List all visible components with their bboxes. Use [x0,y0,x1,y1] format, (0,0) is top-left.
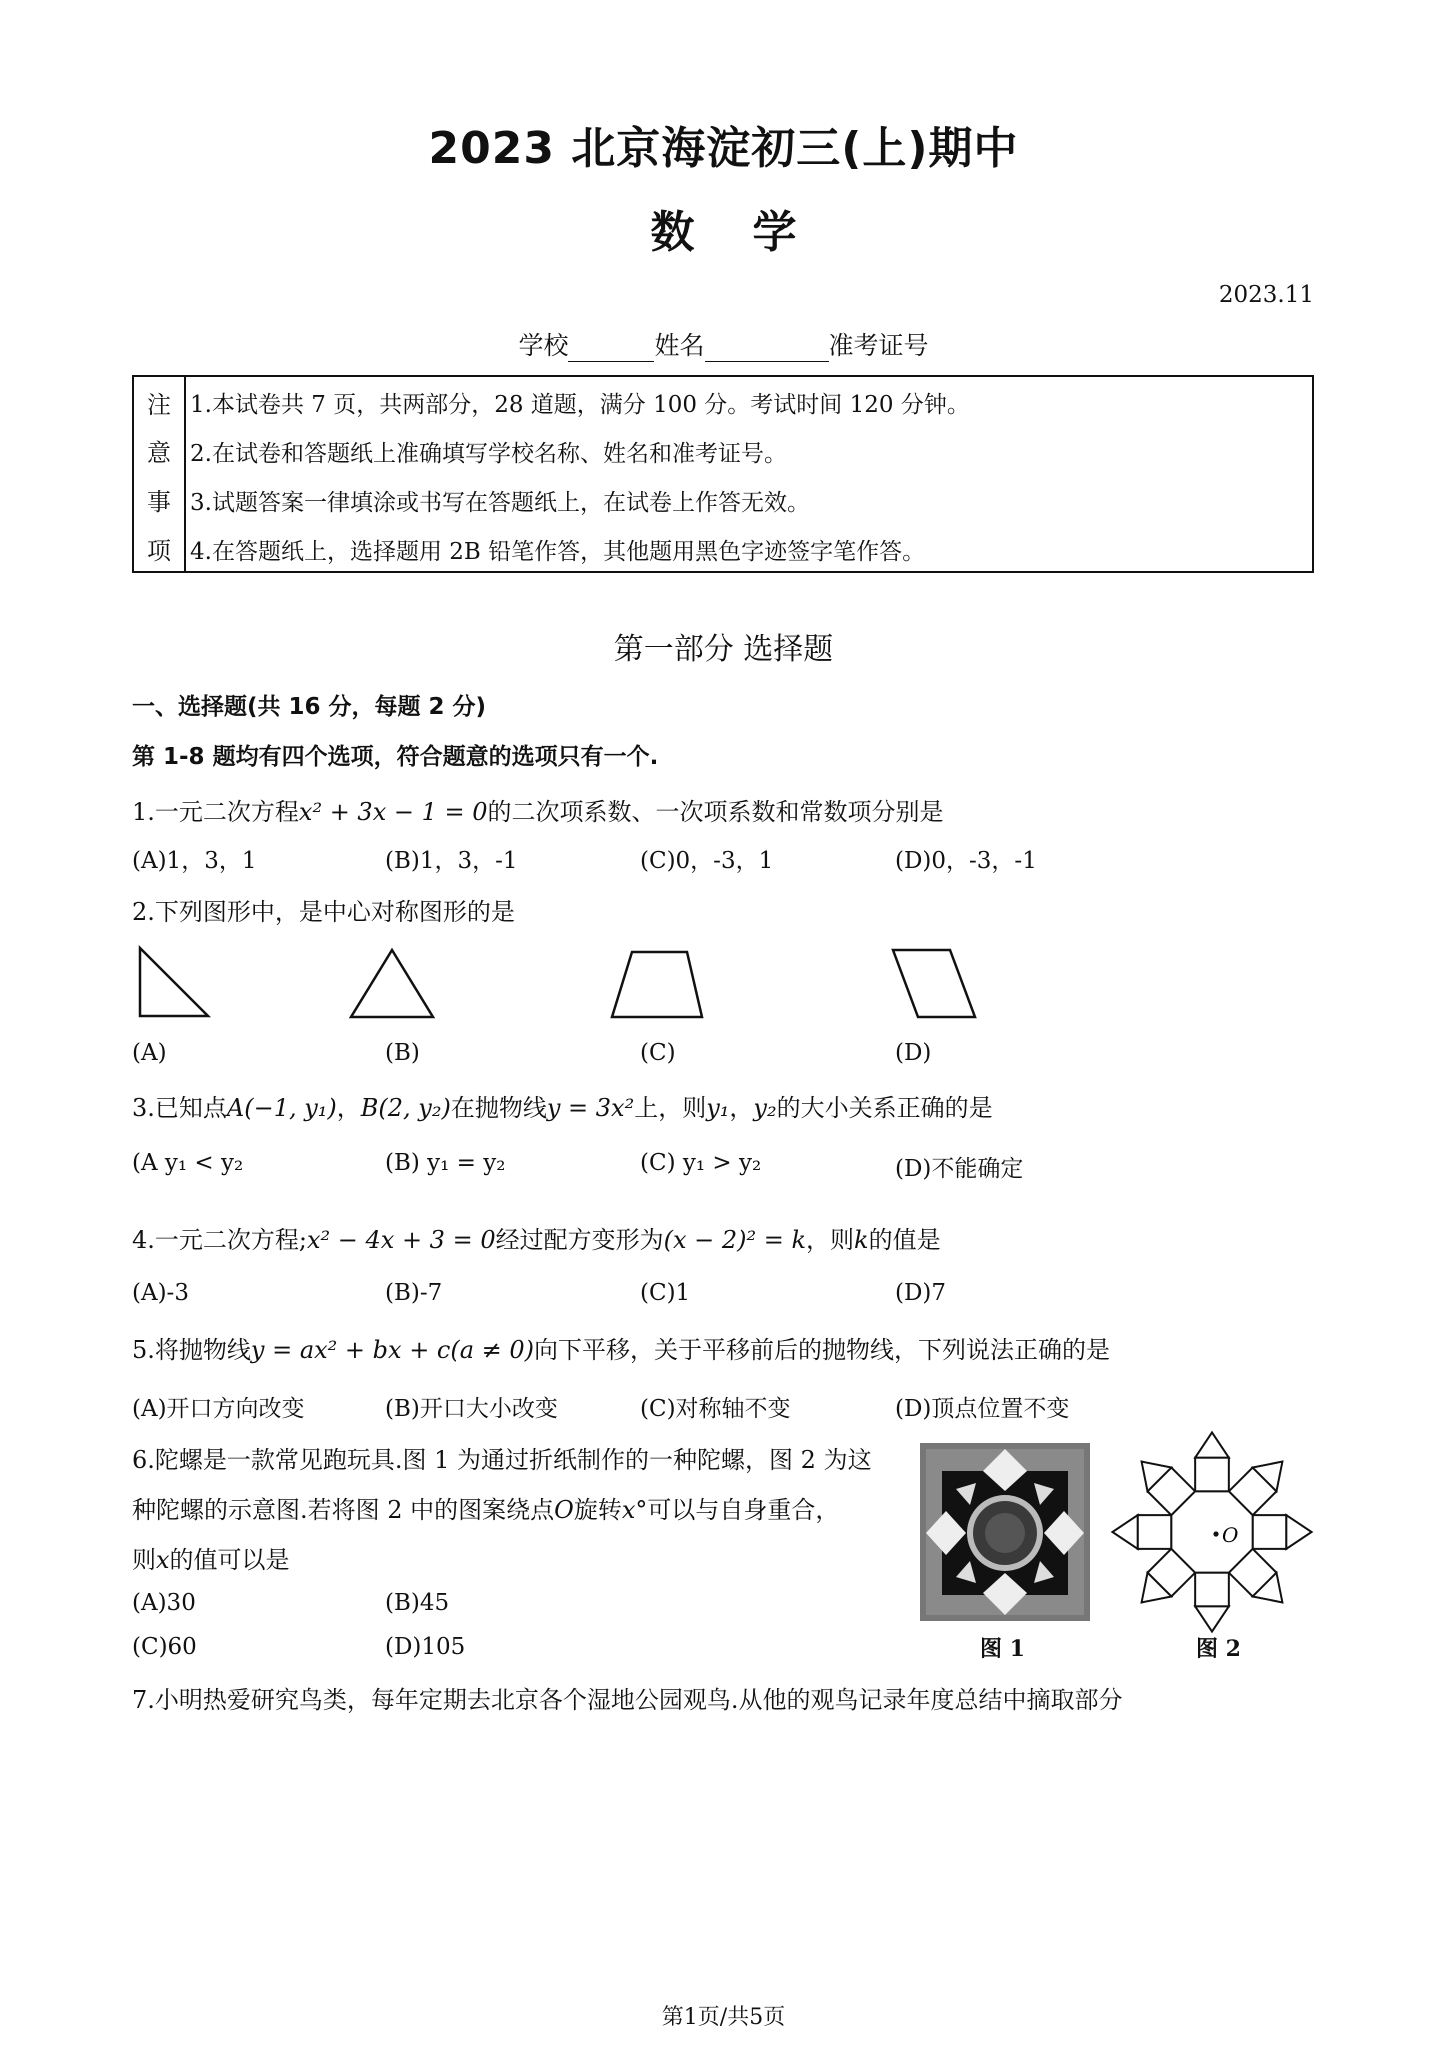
question-7-stem: 7.小明热爱研究鸟类，每年定期去北京各个湿地公园观鸟.从他的观鸟记录年度总结中摘取部分 [132,1686,1123,1714]
q3-sep2: ， [729,1094,754,1122]
q3-text-mid: 在抛物线 [450,1094,547,1122]
notice-item: 4.在答题纸上，选择题用 2B 铅笔作答，其他题用黑色字迹签字笔作答。 [190,539,926,565]
q2-option-c[interactable]: (C) [640,1040,676,1066]
q6-option-a[interactable]: (A)30 [132,1590,196,1616]
q1-option-c[interactable]: (C)0，-3，1 [640,848,774,874]
right-triangle-shape [140,948,208,1016]
trapezoid-shape [612,952,702,1017]
q5-option-a[interactable]: (A)开口方向改变 [132,1396,305,1422]
parallelogram-shape [893,950,975,1017]
question-6-line-2 [132,1490,839,1525]
page-title: 2023 北京海淀初三(上)期中 [428,123,1019,174]
q5-option-c[interactable]: (C)对称轴不变 [640,1396,791,1422]
figure-2-square [1138,1515,1172,1549]
q6-option-c[interactable]: (C)60 [132,1634,197,1660]
q4-text: 4.一元二次方程; [132,1226,307,1254]
q4-equation: x² − 4x + 3 = 0 [306,1226,496,1254]
notice-item: 2.在试卷和答题纸上准确填写学校名称、姓名和准考证号。 [190,441,787,467]
notice-head-char: 意 [147,439,171,467]
q6-text-end: 可以与自身重合， [647,1496,840,1524]
question-5-stem [132,1330,1110,1365]
question-3-stem [132,1088,993,1123]
q4-equation-2: (x − 2)² = k [663,1226,807,1254]
notice-head-char: 项 [147,537,171,565]
q6-option-d[interactable]: (D)105 [385,1634,466,1660]
notice-item: 3.试题答案一律填涂或书写在答题纸上，在试卷上作答无效。 [190,490,810,516]
notice-item: 1.本试卷共 7 页，共两部分，28 道题，满分 100 分。考试时间 120 分钟。 [190,392,970,418]
q4-text-post: ，则 [806,1226,855,1254]
question-6-line-3 [132,1540,290,1575]
q1-text-end: 的二次项系数、一次项系数和常数项分别是 [487,798,944,826]
q3-sep: ， [336,1094,361,1122]
figure-2-caption: 图 2 [1196,1636,1241,1662]
student-info-line [0,326,1447,362]
q4-text-mid: 经过配方变形为 [495,1226,664,1254]
q3-y2: y₂ [753,1094,777,1122]
name-label: 姓名 [654,331,705,360]
q5-equation: y = ax² + bx + c(a ≠ 0) [250,1336,535,1364]
q1-option-d[interactable]: (D)0，-3，-1 [895,848,1037,874]
school-blank[interactable] [568,335,654,362]
q3-option-b[interactable]: (B) y₁ = y₂ [385,1150,506,1176]
q3-text-end: 的大小关系正确的是 [776,1094,993,1122]
figure-2-tip [1112,1515,1137,1549]
q1-option-a[interactable]: (A)1，3，1 [132,848,257,874]
q2-option-b[interactable]: (B) [385,1040,420,1066]
figure-2-diagram [1112,1432,1312,1632]
figure-1-caption: 图 1 [980,1636,1025,1662]
figure-2-square [1253,1515,1287,1549]
page-number: 第1页/共5页 [661,2005,786,2030]
notice-heading [134,377,186,571]
notice-box [132,375,1314,573]
q6-point-o: O [554,1496,574,1524]
q1-text: 1.一元二次方程 [132,798,299,826]
exam-date: 2023.11 [1218,282,1314,308]
subject-title: 数学 [650,207,855,258]
q2-option-a[interactable]: (A) [132,1040,167,1066]
q6-angle: x° [621,1496,648,1524]
q6-text-mid: 旋转 [573,1496,622,1524]
q1-option-b[interactable]: (B)1，3，-1 [385,848,518,874]
q2-option-d[interactable]: (D) [895,1040,932,1066]
q3-point-b: B(2, y₂) [360,1094,451,1122]
q3-point-a: A(−1, y₁) [226,1094,337,1122]
q3-equation: y = 3x² [546,1094,635,1122]
q1-equation: x² + 3x − 1 = 0 [298,798,488,826]
q6-var: x [156,1546,170,1574]
q3-y1: y₁ [706,1094,730,1122]
figure-2-square [1195,1458,1229,1492]
q3-option-d[interactable]: (D)不能确定 [895,1156,1024,1182]
q5-option-b[interactable]: (B)开口大小改变 [385,1396,558,1422]
figure-2-tip [1195,1432,1229,1457]
q4-option-c[interactable]: (C)1 [640,1280,691,1306]
part-title: 第一部分 选择题 [613,632,834,667]
q4-option-b[interactable]: (B)-7 [385,1280,443,1306]
q6-text-end: 的值可以是 [169,1546,290,1574]
q4-option-a[interactable]: (A)-3 [132,1280,189,1306]
section-instruction: 第 1-8 题均有四个选项，符合题意的选项只有一个. [132,744,659,770]
question-6-line-1: 6.陀螺是一款常见跑玩具.图 1 为通过折纸制作的一种陀螺，图 2 为这 [132,1446,872,1474]
figure-2-octagon [1171,1491,1252,1572]
q4-text-end: 的值是 [868,1226,941,1254]
notice-head-char: 事 [147,488,171,516]
section-heading: 一、选择题(共 16 分，每题 2 分) [132,694,487,720]
name-blank[interactable] [705,335,829,362]
q5-text: 5.将抛物线 [132,1336,251,1364]
notice-head-char: 注 [147,391,171,419]
q5-text-end: 向下平移，关于平移前后的抛物线，下列说法正确的是 [534,1336,1111,1364]
q4-var: k [854,1226,869,1254]
question-2-stem: 2.下列图形中，是中心对称图形的是 [132,898,515,926]
figure-2-point-label: O [1222,1523,1239,1547]
figure-2-center-point [1213,1531,1218,1536]
q3-option-c[interactable]: (C) y₁ > y₂ [640,1150,762,1176]
figure-2-tip [1286,1515,1311,1549]
q6-text: 则 [132,1546,156,1574]
q6-option-b[interactable]: (B)45 [385,1590,450,1616]
q4-option-d[interactable]: (D)7 [895,1280,947,1306]
exam-id-label: 准考证号 [828,331,929,360]
q3-option-a[interactable]: (A y₁ < y₂ [132,1150,244,1176]
figure-2-tip [1195,1606,1229,1631]
question-4-stem [132,1220,941,1255]
figure-2-square [1195,1573,1229,1607]
equilateral-triangle-shape [351,950,433,1017]
q5-option-d[interactable]: (D)顶点位置不变 [895,1396,1070,1422]
question-1-stem [132,792,944,827]
q6-text: 种陀螺的示意图.若将图 2 中的图案绕点 [132,1496,555,1524]
q3-text-post: 上，则 [634,1094,707,1122]
school-label: 学校 [518,331,569,360]
figure-1-photo [920,1443,1090,1621]
q3-text: 3.已知点 [132,1094,227,1122]
